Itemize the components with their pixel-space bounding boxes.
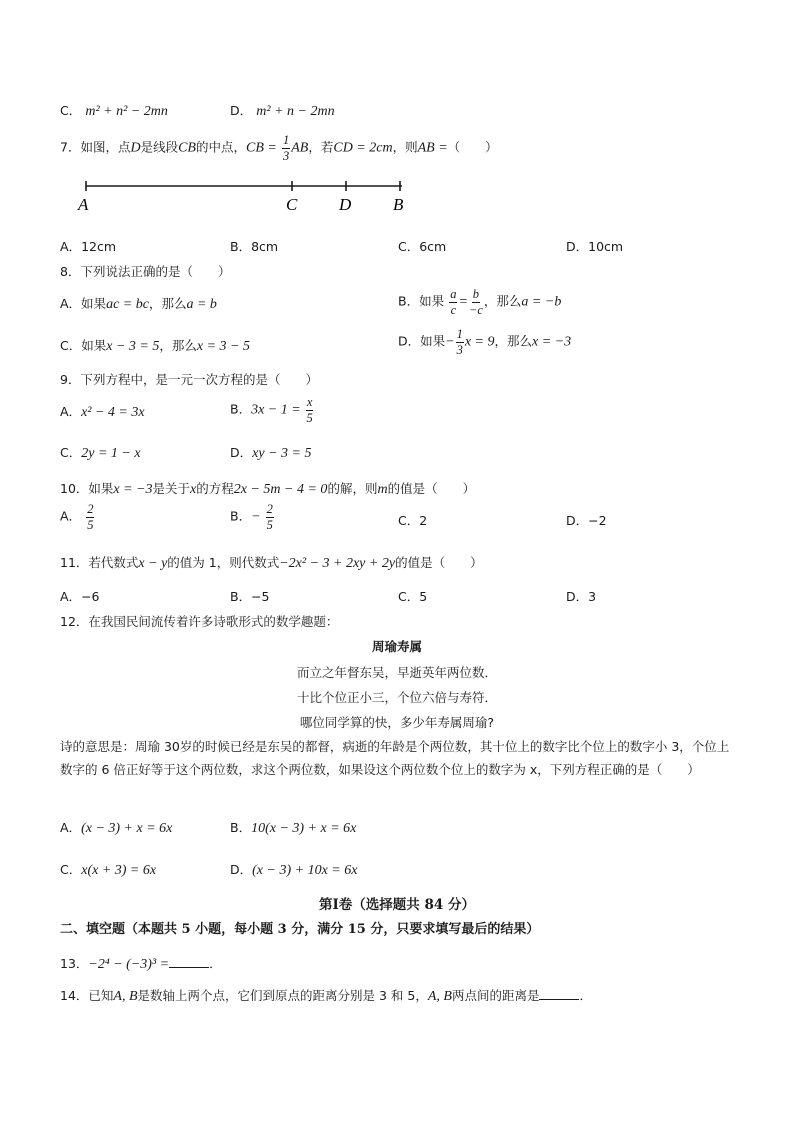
option-label: C．如果 <box>60 338 107 353</box>
q13 <box>60 954 222 973</box>
label-d: D <box>339 195 352 214</box>
option-label: A． <box>60 404 82 419</box>
stem-text: 是关于 <box>152 481 191 496</box>
q12-option-d <box>230 860 357 879</box>
numerator: 2 <box>266 502 273 516</box>
text: ，那么 <box>148 296 187 311</box>
numerator: 1 <box>282 133 290 147</box>
q10-option-b <box>230 503 275 531</box>
option-label: C． <box>60 103 82 118</box>
answer-paren: （ ） <box>447 139 498 155</box>
math: A, B <box>427 989 452 1004</box>
option-text: −5 <box>251 589 270 604</box>
option-label: B． <box>230 401 252 417</box>
end-punct: ． <box>579 988 592 1003</box>
math: x − 3 = 5 <box>106 339 160 354</box>
q9-option-c <box>60 443 141 462</box>
poem-line: 而立之年督东吴，早逝英年两位数． <box>296 665 497 680</box>
numerator: 2 <box>87 502 94 516</box>
math: x = −3 <box>113 482 153 497</box>
option-text: 10cm <box>588 239 624 254</box>
stem-text: ，若 <box>308 139 334 155</box>
option-label: B．如果 <box>398 293 445 309</box>
q9-option-b <box>230 396 314 424</box>
label-c: C <box>286 195 298 214</box>
option-label: C． <box>398 513 420 528</box>
q10-stem <box>60 479 475 498</box>
q12-stem: 12．在我国民间流传着许多诗歌形式的数学趣题： <box>60 614 339 629</box>
q11-option-b <box>230 587 270 605</box>
q12-option-c <box>60 860 156 879</box>
option-label: D． <box>566 589 589 604</box>
q9-option-a <box>60 402 145 421</box>
math: a = b <box>186 297 217 312</box>
option-label: B． <box>230 589 252 604</box>
math: x <box>190 482 197 497</box>
math: m <box>377 482 388 497</box>
option-label: B． <box>230 239 252 254</box>
math: xy − 3 = 5 <box>252 446 312 461</box>
fraction <box>306 396 314 424</box>
poem-line: 哪位同学算的快，多少年寿属周瑜? <box>299 715 495 730</box>
option-text: 2 <box>419 513 428 528</box>
fraction <box>266 503 274 531</box>
stem-text: 的解，则 <box>327 481 378 496</box>
option-label: D． <box>566 239 589 254</box>
q7-option-d <box>566 237 623 255</box>
end-punct: ． <box>209 956 222 971</box>
option-math: m² + n² − 2mn <box>85 104 168 119</box>
math: 10(x − 3) + x = 6x <box>251 821 357 836</box>
option-label: C． <box>398 239 420 254</box>
option-label: D． <box>230 445 253 460</box>
option-label: B． <box>230 820 252 835</box>
math: CB = <box>246 140 277 156</box>
option-label: C． <box>60 445 82 460</box>
math: − <box>251 509 261 525</box>
math: 2y = 1 − x <box>81 446 141 461</box>
text: ，那么 <box>483 293 522 309</box>
q8-option-d <box>398 328 571 356</box>
q9-stem: 9．下列方程中，是一元一次方程的是（ ） <box>60 372 318 387</box>
q12-option-b <box>230 818 356 837</box>
stem-text: 的值是（ ） <box>387 481 476 496</box>
option-label: C． <box>60 862 82 877</box>
option-math: m² + n − 2mn <box>256 104 335 119</box>
label-a: A <box>78 195 89 214</box>
math: −2⁴ − (−3)³ = <box>88 957 170 972</box>
denominator: 3 <box>456 342 463 357</box>
math: x − y <box>138 556 168 571</box>
stem-text: 是线段 <box>140 139 179 155</box>
q8-option-b <box>398 288 561 316</box>
option-text: −6 <box>81 589 100 604</box>
option-text: 6cm <box>419 239 447 254</box>
q8-option-c <box>60 336 250 355</box>
q7-option-b <box>230 237 278 255</box>
q10-option-d <box>566 511 607 529</box>
denominator: 3 <box>282 148 290 163</box>
stem-text: 的方程 <box>196 481 234 496</box>
option-label: D．如果 <box>398 333 446 349</box>
stem-text: 7．如图，点 <box>60 139 131 155</box>
math: CB <box>178 140 196 156</box>
q7-segment-figure <box>74 176 424 222</box>
fraction <box>86 503 94 531</box>
math: 2x − 5m − 4 = 0 <box>233 482 328 497</box>
q10-option-a <box>60 503 95 531</box>
denominator: −c <box>468 302 483 317</box>
option-label: D． <box>230 862 253 877</box>
math: x(x + 3) = 6x <box>81 863 157 878</box>
q11-option-d <box>566 587 596 605</box>
q7-option-c <box>398 237 446 255</box>
math: (x − 3) + 10x = 6x <box>252 863 358 878</box>
denominator: 5 <box>266 517 273 532</box>
option-text: 3 <box>588 589 597 604</box>
math: − <box>445 334 455 350</box>
poem-title: 周瑜寿属 <box>371 639 422 654</box>
q6-option-d <box>230 101 335 120</box>
q7-stem <box>60 134 498 162</box>
stem-text: ，则 <box>392 139 418 155</box>
math: = <box>458 294 468 310</box>
label-b: B <box>393 195 404 214</box>
stem-text: 的中点， <box>195 139 246 155</box>
text: ，那么 <box>159 338 197 353</box>
option-label: D． <box>566 513 589 528</box>
q10-option-c <box>398 511 427 529</box>
answer-blank[interactable] <box>539 987 579 1000</box>
math: (x − 3) + x = 6x <box>81 821 173 836</box>
math: D <box>130 140 141 156</box>
option-text: −2 <box>588 513 607 528</box>
q9-option-d <box>230 443 311 462</box>
part-title: 二、填空题（本题共 5 小题，每小题 3 分，满分 15 分，只要求填写最后的结果） <box>60 922 540 937</box>
math: A, B <box>113 989 138 1004</box>
numerator: x <box>306 395 313 409</box>
q11-option-c <box>398 587 427 605</box>
q11-option-a <box>60 587 100 605</box>
fraction <box>456 328 464 356</box>
option-label: B． <box>230 508 252 524</box>
math: ac = bc <box>106 297 149 312</box>
q14 <box>60 986 592 1005</box>
numerator: a <box>450 287 457 301</box>
math: CD = 2cm <box>333 140 393 156</box>
denominator: 5 <box>87 517 94 532</box>
option-label: A．如果 <box>60 296 107 311</box>
option-label: A． <box>60 820 82 835</box>
denominator: 5 <box>306 410 313 425</box>
q6-option-c <box>60 101 168 120</box>
fraction <box>282 134 290 162</box>
option-label: A． <box>60 239 82 254</box>
math: a = −b <box>521 294 562 310</box>
stem-text: 14．已知 <box>60 988 114 1003</box>
option-text: 5 <box>419 589 428 604</box>
numerator: b <box>472 287 480 301</box>
answer-blank[interactable] <box>169 955 209 968</box>
math: 3x − 1 = <box>251 402 301 418</box>
option-label: A． <box>60 508 82 524</box>
poem-line: 十比个位正小三，个位六倍与寿符． <box>296 690 497 705</box>
stem-text: 的值为 1，则代数式 <box>167 555 280 570</box>
stem-text: 是数轴上两个点，它们到原点的距离分别是 3 和 5， <box>137 988 428 1003</box>
math: x = −3 <box>532 334 572 350</box>
stem-text: 的值是（ ） <box>395 555 483 570</box>
fraction <box>469 288 483 316</box>
q8-stem: 8．下列说法正确的是（ ） <box>60 264 231 279</box>
option-text: 8cm <box>251 239 279 254</box>
math: x = 3 − 5 <box>196 339 250 354</box>
option-text: 12cm <box>81 239 117 254</box>
math: −2x² − 3 + 2xy + 2y <box>279 556 396 571</box>
denominator: c <box>450 302 457 317</box>
stem-text: 10．如果 <box>60 481 114 496</box>
volume-title: 第Ⅰ卷（选择题共 84 分） <box>318 897 475 913</box>
stem-text: 两点间的距离是 <box>451 988 540 1003</box>
numerator: 1 <box>456 327 463 341</box>
math: x² − 4 = 3x <box>81 405 145 420</box>
option-label: D． <box>230 103 253 118</box>
option-label: C． <box>398 589 420 604</box>
q8-option-a <box>60 294 217 313</box>
fraction <box>449 288 457 316</box>
math: x = 9 <box>464 334 495 350</box>
q11-stem <box>60 553 483 572</box>
q7-option-a <box>60 237 116 255</box>
math: AB = <box>417 140 448 156</box>
q12-option-a <box>60 818 172 837</box>
q12-explanation: 诗的意思是：周瑜 30岁的时候已经是东吴的都督，病逝的年龄是个两位数，其十位上的数字比个位上的数字小 3，个位上数字的 6 倍正好等于这个两位数，求这个两位数，如果设这个两位数个位上的数字为 x，下列方程正确的是（ ） <box>60 739 730 777</box>
math: AB <box>291 140 309 156</box>
option-label: A． <box>60 589 82 604</box>
q-label: 13． <box>60 956 89 971</box>
text: ，那么 <box>494 333 533 349</box>
stem-text: 11．若代数式 <box>60 555 139 570</box>
